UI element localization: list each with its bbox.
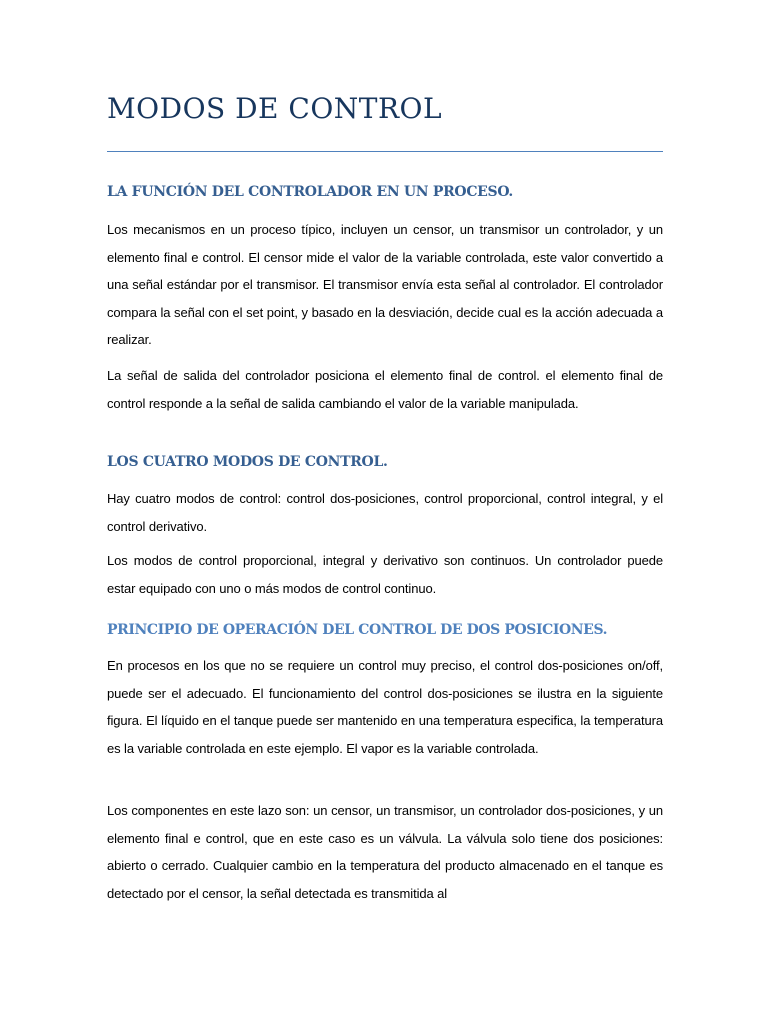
section-heading-four-modes: LOS CUATRO MODOS DE CONTROL.	[107, 454, 388, 470]
paragraph: Los componentes en este lazo son: un censor, un transmisor, un controlador dos-posiciones, y un elemento final e control, que en este caso es un válvula. La válvula solo tiene dos posiciones: abierto o cerrado. Cualquier cambio en la temperatura del producto almacenado en el tanque es detectado por el censor, la señal detectada es transmitida al	[107, 803, 663, 901]
paragraph: Los modos de control proporcional, integral y derivativo son continuos. Un controlador puede estar equipado con uno o más modos de control continuo.	[107, 553, 663, 596]
paragraph: Los mecanismos en un proceso típico, incluyen un censor, un transmisor un controlador, y un elemento final e control. El censor mide el valor de la variable controlada, este valor convertido a una señal estándar por el transmisor. El transmisor envía esta señal al controlador. El controlador compara la señal con el set point, y basado en la desviación, decide cual es la acción adecuada a realizar.	[107, 222, 663, 348]
paragraph: En procesos en los que no se requiere un control muy preciso, el control dos-posiciones on/off, puede ser el adecuado. El funcionamiento del control dos-posiciones se ilustra en la siguiente figura. El líquido en el tanque puede ser mantenido en una temperatura especifica, la temperatura es la variable controlada en este ejemplo. El vapor es la variable controlada.	[107, 658, 663, 756]
paragraph: La señal de salida del controlador posiciona el elemento final de control. el elemento final de control responde a la señal de salida cambiando el valor de la variable manipulada.	[107, 368, 663, 411]
section-heading-two-position-control: PRINCIPIO DE OPERACIÓN DEL CONTROL DE DOS POSICIONES.	[107, 622, 608, 638]
document-title: MODOS DE CONTROL	[107, 92, 443, 125]
document-page	[107, 0, 663, 1024]
paragraph: Hay cuatro modos de control: control dos-posiciones, control proporcional, control integral, y el control derivativo.	[107, 491, 663, 534]
section-heading-controller-function: LA FUNCIÓN DEL CONTROLADOR EN UN PROCESO.	[107, 184, 513, 200]
title-divider	[107, 151, 663, 152]
